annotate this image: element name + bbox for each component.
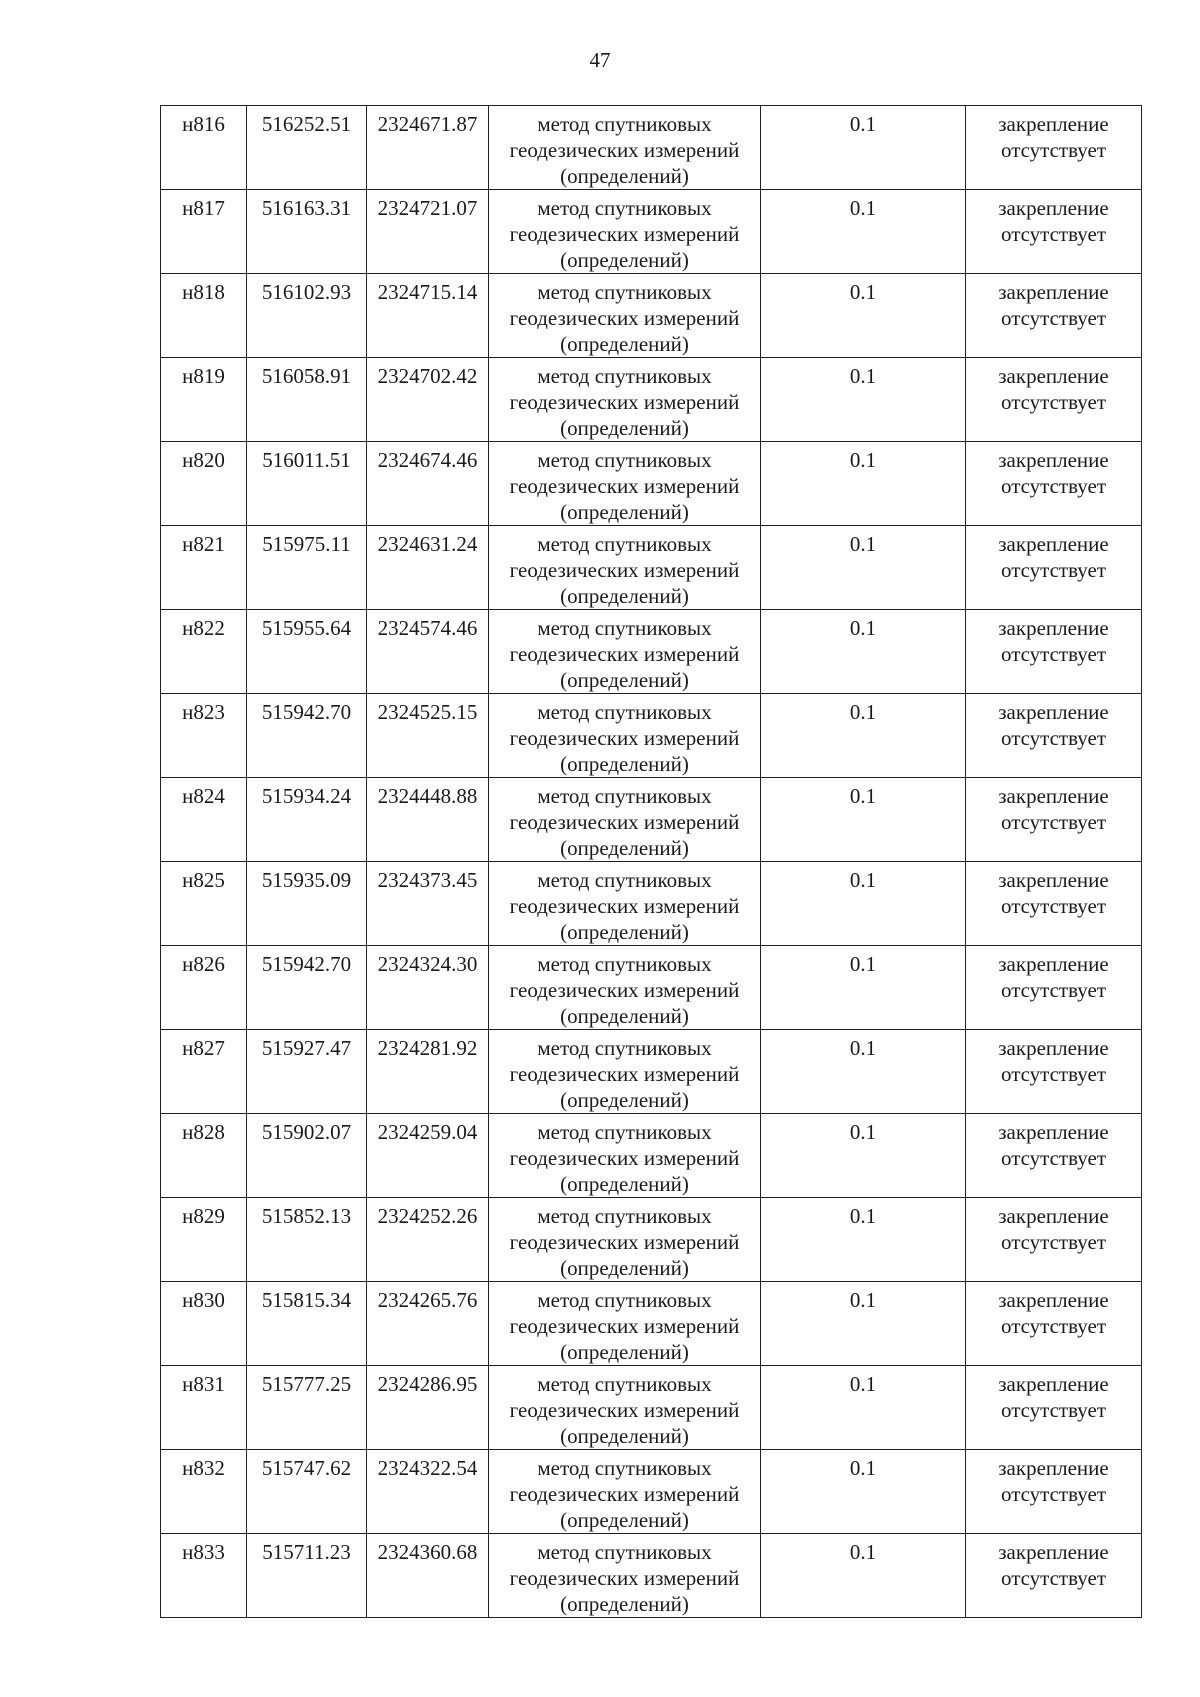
table-row — [161, 1198, 1142, 1282]
x-coordinate-cell: 515934.24 — [247, 778, 367, 862]
accuracy-cell: 0.1 — [761, 1198, 966, 1282]
accuracy-cell: 0.1 — [761, 862, 966, 946]
point-id-cell: н823 — [161, 694, 247, 778]
fixing-cell: закрепление отсутствует — [966, 778, 1142, 862]
y-coordinate-cell: 2324448.88 — [367, 778, 489, 862]
fixing-cell: закрепление отсутствует — [966, 190, 1142, 274]
accuracy-cell: 0.1 — [761, 610, 966, 694]
method-cell: метод спутниковых геодезических измерений (определений) — [489, 358, 761, 442]
x-coordinate-cell: 515975.11 — [247, 526, 367, 610]
table-row — [161, 610, 1142, 694]
y-coordinate-cell: 2324281.92 — [367, 1030, 489, 1114]
x-coordinate-cell: 515852.13 — [247, 1198, 367, 1282]
y-coordinate-cell: 2324671.87 — [367, 106, 489, 190]
x-coordinate-cell: 515927.47 — [247, 1030, 367, 1114]
y-coordinate-cell: 2324265.76 — [367, 1282, 489, 1366]
accuracy-cell: 0.1 — [761, 694, 966, 778]
y-coordinate-cell: 2324702.42 — [367, 358, 489, 442]
point-id-cell: н828 — [161, 1114, 247, 1198]
table-row — [161, 694, 1142, 778]
y-coordinate-cell: 2324674.46 — [367, 442, 489, 526]
fixing-cell: закрепление отсутствует — [966, 1114, 1142, 1198]
table-row — [161, 1450, 1142, 1534]
y-coordinate-cell: 2324324.30 — [367, 946, 489, 1030]
point-id-cell: н817 — [161, 190, 247, 274]
method-cell: метод спутниковых геодезических измерений (определений) — [489, 778, 761, 862]
point-id-cell: н818 — [161, 274, 247, 358]
fixing-cell: закрепление отсутствует — [966, 610, 1142, 694]
method-cell: метод спутниковых геодезических измерений (определений) — [489, 1366, 761, 1450]
y-coordinate-cell: 2324721.07 — [367, 190, 489, 274]
table-row — [161, 778, 1142, 862]
point-id-cell: н819 — [161, 358, 247, 442]
fixing-cell: закрепление отсутствует — [966, 526, 1142, 610]
accuracy-cell: 0.1 — [761, 526, 966, 610]
y-coordinate-cell: 2324360.68 — [367, 1534, 489, 1618]
accuracy-cell: 0.1 — [761, 442, 966, 526]
x-coordinate-cell: 516102.93 — [247, 274, 367, 358]
fixing-cell: закрепление отсутствует — [966, 946, 1142, 1030]
y-coordinate-cell: 2324286.95 — [367, 1366, 489, 1450]
point-id-cell: н831 — [161, 1366, 247, 1450]
point-id-cell: н829 — [161, 1198, 247, 1282]
table-row — [161, 106, 1142, 190]
point-id-cell: н830 — [161, 1282, 247, 1366]
accuracy-cell: 0.1 — [761, 778, 966, 862]
x-coordinate-cell: 516058.91 — [247, 358, 367, 442]
x-coordinate-cell: 515942.70 — [247, 694, 367, 778]
table-row — [161, 1366, 1142, 1450]
point-id-cell: н821 — [161, 526, 247, 610]
table-body — [161, 106, 1142, 1618]
table-row — [161, 274, 1142, 358]
fixing-cell: закрепление отсутствует — [966, 1366, 1142, 1450]
accuracy-cell: 0.1 — [761, 190, 966, 274]
table-row — [161, 946, 1142, 1030]
accuracy-cell: 0.1 — [761, 1030, 966, 1114]
point-id-cell: н824 — [161, 778, 247, 862]
fixing-cell: закрепление отсутствует — [966, 106, 1142, 190]
table-row — [161, 1030, 1142, 1114]
method-cell: метод спутниковых геодезических измерений (определений) — [489, 1534, 761, 1618]
table-row — [161, 526, 1142, 610]
y-coordinate-cell: 2324574.46 — [367, 610, 489, 694]
accuracy-cell: 0.1 — [761, 358, 966, 442]
point-id-cell: н832 — [161, 1450, 247, 1534]
method-cell: метод спутниковых геодезических измерений (определений) — [489, 106, 761, 190]
y-coordinate-cell: 2324259.04 — [367, 1114, 489, 1198]
fixing-cell: закрепление отсутствует — [966, 694, 1142, 778]
table-row — [161, 358, 1142, 442]
page-number: 47 — [589, 48, 611, 72]
x-coordinate-cell: 515777.25 — [247, 1366, 367, 1450]
accuracy-cell: 0.1 — [761, 1450, 966, 1534]
x-coordinate-cell: 516011.51 — [247, 442, 367, 526]
method-cell: метод спутниковых геодезических измерений (определений) — [489, 610, 761, 694]
fixing-cell: закрепление отсутствует — [966, 1282, 1142, 1366]
x-coordinate-cell: 515815.34 — [247, 1282, 367, 1366]
x-coordinate-cell: 515955.64 — [247, 610, 367, 694]
table-row — [161, 1282, 1142, 1366]
method-cell: метод спутниковых геодезических измерений (определений) — [489, 1282, 761, 1366]
table-row — [161, 1534, 1142, 1618]
y-coordinate-cell: 2324322.54 — [367, 1450, 489, 1534]
point-id-cell: н827 — [161, 1030, 247, 1114]
coordinates-table — [160, 105, 1142, 1618]
fixing-cell: закрепление отсутствует — [966, 1030, 1142, 1114]
table-row — [161, 862, 1142, 946]
method-cell: метод спутниковых геодезических измерений (определений) — [489, 694, 761, 778]
accuracy-cell: 0.1 — [761, 274, 966, 358]
fixing-cell: закрепление отсутствует — [966, 1450, 1142, 1534]
method-cell: метод спутниковых геодезических измерений (определений) — [489, 1450, 761, 1534]
x-coordinate-cell: 515711.23 — [247, 1534, 367, 1618]
method-cell: метод спутниковых геодезических измерений (определений) — [489, 526, 761, 610]
accuracy-cell: 0.1 — [761, 1366, 966, 1450]
fixing-cell: закрепление отсутствует — [966, 1534, 1142, 1618]
point-id-cell: н816 — [161, 106, 247, 190]
fixing-cell: закрепление отсутствует — [966, 358, 1142, 442]
y-coordinate-cell: 2324252.26 — [367, 1198, 489, 1282]
accuracy-cell: 0.1 — [761, 946, 966, 1030]
method-cell: метод спутниковых геодезических измерений (определений) — [489, 1030, 761, 1114]
point-id-cell: н822 — [161, 610, 247, 694]
x-coordinate-cell: 515747.62 — [247, 1450, 367, 1534]
y-coordinate-cell: 2324373.45 — [367, 862, 489, 946]
x-coordinate-cell: 516252.51 — [247, 106, 367, 190]
fixing-cell: закрепление отсутствует — [966, 274, 1142, 358]
table-row — [161, 442, 1142, 526]
x-coordinate-cell: 516163.31 — [247, 190, 367, 274]
accuracy-cell: 0.1 — [761, 1534, 966, 1618]
table-row — [161, 190, 1142, 274]
point-id-cell: н833 — [161, 1534, 247, 1618]
method-cell: метод спутниковых геодезических измерений (определений) — [489, 1198, 761, 1282]
x-coordinate-cell: 515902.07 — [247, 1114, 367, 1198]
accuracy-cell: 0.1 — [761, 1282, 966, 1366]
method-cell: метод спутниковых геодезических измерений (определений) — [489, 1114, 761, 1198]
method-cell: метод спутниковых геодезических измерений (определений) — [489, 862, 761, 946]
x-coordinate-cell: 515935.09 — [247, 862, 367, 946]
point-id-cell: н826 — [161, 946, 247, 1030]
method-cell: метод спутниковых геодезических измерений (определений) — [489, 946, 761, 1030]
accuracy-cell: 0.1 — [761, 1114, 966, 1198]
point-id-cell: н825 — [161, 862, 247, 946]
fixing-cell: закрепление отсутствует — [966, 1198, 1142, 1282]
point-id-cell: н820 — [161, 442, 247, 526]
fixing-cell: закрепление отсутствует — [966, 442, 1142, 526]
fixing-cell: закрепление отсутствует — [966, 862, 1142, 946]
method-cell: метод спутниковых геодезических измерений (определений) — [489, 274, 761, 358]
accuracy-cell: 0.1 — [761, 106, 966, 190]
y-coordinate-cell: 2324631.24 — [367, 526, 489, 610]
y-coordinate-cell: 2324525.15 — [367, 694, 489, 778]
method-cell: метод спутниковых геодезических измерений (определений) — [489, 442, 761, 526]
y-coordinate-cell: 2324715.14 — [367, 274, 489, 358]
method-cell: метод спутниковых геодезических измерений (определений) — [489, 190, 761, 274]
x-coordinate-cell: 515942.70 — [247, 946, 367, 1030]
table-row — [161, 1114, 1142, 1198]
